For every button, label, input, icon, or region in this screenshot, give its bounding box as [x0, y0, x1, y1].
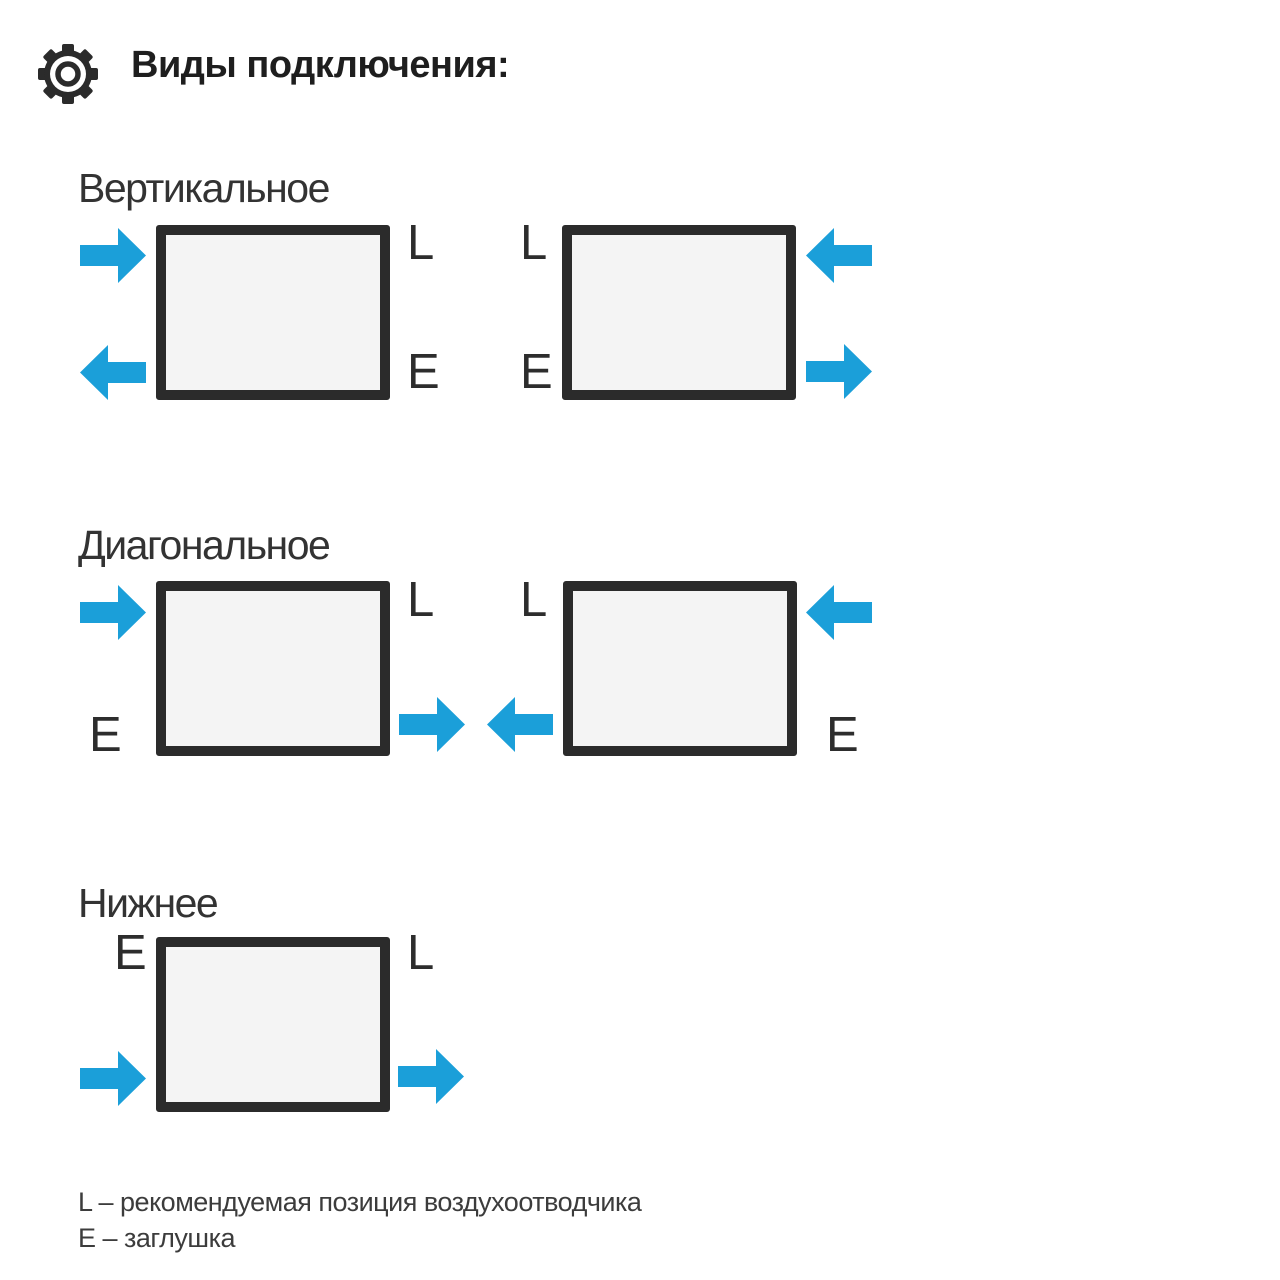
flow-arrow-right-icon: [80, 1051, 146, 1106]
flow-arrow-right-icon: [806, 344, 872, 399]
legend: [78, 1184, 641, 1256]
flow-arrow-right-icon: [398, 1049, 464, 1104]
air-vent-label: L: [407, 573, 435, 627]
flow-arrow-right-icon: [80, 228, 146, 283]
flow-arrow-left-icon: [487, 697, 553, 752]
air-vent-label: L: [407, 216, 435, 270]
radiator-body: [156, 225, 390, 400]
section-title-diagonal: Диагональное: [78, 522, 330, 568]
air-vent-label: L: [407, 926, 435, 980]
flow-arrow-right-icon: [399, 697, 465, 752]
radiator-body: [563, 581, 797, 756]
section-title-vertical: Вертикальное: [78, 165, 329, 211]
plug-label: E: [520, 345, 553, 399]
plug-label: E: [826, 708, 859, 762]
flow-arrow-left-icon: [80, 345, 146, 400]
gear-icon: [36, 42, 100, 106]
flow-arrow-left-icon: [806, 228, 872, 283]
flow-arrow-left-icon: [806, 585, 872, 640]
page-title: Виды подключения:: [131, 44, 510, 86]
legend-line-plug: E – заглушка: [78, 1223, 236, 1253]
plug-label: E: [114, 926, 147, 980]
radiator-body: [156, 937, 390, 1112]
plug-label: E: [89, 708, 122, 762]
section-title-bottom: Нижнее: [78, 880, 218, 926]
flow-arrow-right-icon: [80, 585, 146, 640]
air-vent-label: L: [520, 216, 548, 270]
radiator-body: [156, 581, 390, 756]
legend-line-air-vent: L – рекомендуемая позиция воздухоотводчика: [78, 1187, 642, 1217]
air-vent-label: L: [520, 573, 548, 627]
radiator-body: [562, 225, 796, 400]
plug-label: E: [407, 345, 440, 399]
